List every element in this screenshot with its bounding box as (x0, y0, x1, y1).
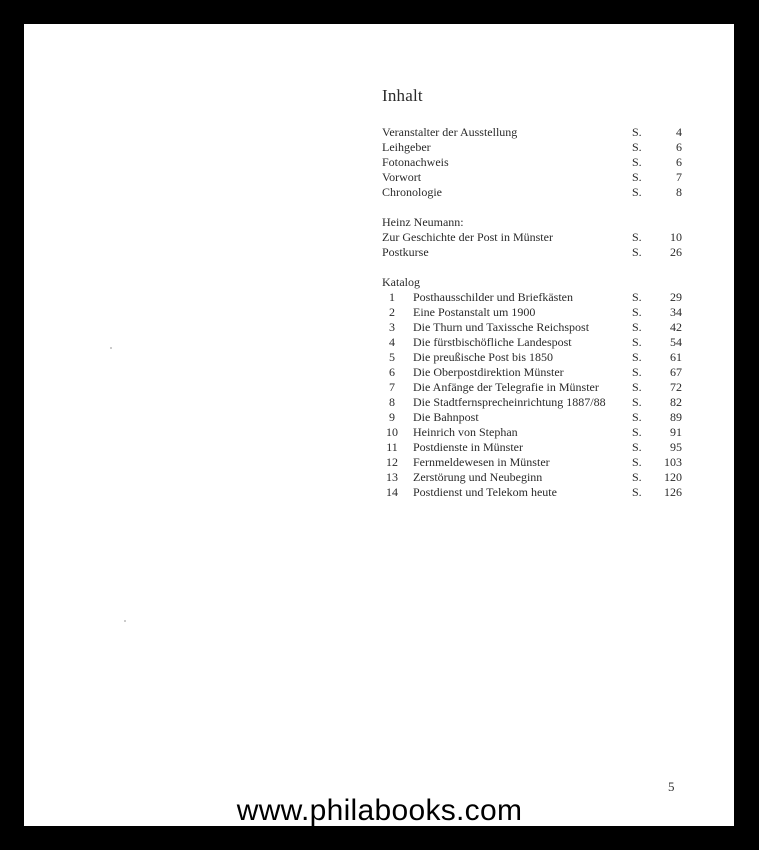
entry-number: 13 (386, 470, 398, 484)
page-prefix: S. (632, 155, 642, 169)
entry-number: 14 (386, 485, 398, 499)
page-prefix: S. (632, 140, 642, 154)
entry-number: 11 (386, 440, 398, 454)
entry-label: Die Stadtfernsprecheinrichtung 1887/88 (413, 395, 606, 409)
page-prefix: S. (632, 440, 642, 454)
entry-page: 7 (676, 170, 682, 184)
entry-page: 82 (670, 395, 682, 409)
entry-page: 103 (664, 455, 682, 469)
catalog-heading (382, 275, 682, 290)
toc-entry (382, 245, 682, 260)
entry-page: 126 (664, 485, 682, 499)
page-prefix: S. (632, 230, 642, 244)
catalog-entry (382, 395, 682, 410)
entry-label: Eine Postanstalt um 1900 (413, 305, 536, 319)
entry-page: 95 (670, 440, 682, 454)
essay-section (382, 215, 682, 260)
page-prefix: S. (632, 455, 642, 469)
entry-label: Die Bahnpost (413, 410, 479, 424)
front-matter-list (382, 125, 682, 200)
entry-number: 6 (389, 365, 395, 379)
entry-number: 4 (389, 335, 395, 349)
entry-label: Heinrich von Stephan (413, 425, 518, 439)
entry-page: 91 (670, 425, 682, 439)
catalog-entry (382, 440, 682, 455)
page-prefix: S. (632, 305, 642, 319)
entry-label: Chronologie (382, 185, 442, 199)
entry-page: 61 (670, 350, 682, 364)
entry-label: Postdienste in Münster (413, 440, 523, 454)
page-prefix: S. (632, 185, 642, 199)
catalog-entry (382, 350, 682, 365)
entry-number: 2 (389, 305, 395, 319)
page-prefix: S. (632, 170, 642, 184)
catalog-entry (382, 290, 682, 305)
entry-number: 5 (389, 350, 395, 364)
catalog-section (382, 275, 682, 500)
entry-page: 6 (676, 140, 682, 154)
entry-label: Zur Geschichte der Post in Münster (382, 230, 553, 244)
page-prefix: S. (632, 395, 642, 409)
entry-label: Fotonachweis (382, 155, 449, 169)
entry-label: Die Oberpostdirektion Münster (413, 365, 564, 379)
entry-page: 6 (676, 155, 682, 169)
catalog-entry (382, 320, 682, 335)
table-of-contents (382, 86, 682, 500)
page-prefix: S. (632, 380, 642, 394)
entry-label: Postdienst und Telekom heute (413, 485, 557, 499)
paper-speck (124, 620, 126, 622)
page-prefix: S. (632, 425, 642, 439)
entry-label: Die Thurn und Taxissche Reichspost (413, 320, 590, 334)
entry-page: 8 (676, 185, 682, 199)
entry-label: Die fürstbischöfliche Landespost (413, 335, 572, 349)
page-prefix: S. (632, 350, 642, 364)
page-prefix: S. (632, 365, 642, 379)
toc-entry (382, 185, 682, 200)
entry-label: Zerstörung und Neubeginn (413, 470, 543, 484)
page-prefix: S. (632, 470, 642, 484)
entry-number: 9 (389, 410, 395, 424)
toc-entry (382, 140, 682, 155)
toc-entry (382, 230, 682, 245)
entry-label: Fernmeldewesen in Münster (413, 455, 550, 469)
toc-entry (382, 155, 682, 170)
entry-number: 1 (389, 290, 395, 304)
essay-author (382, 215, 682, 230)
page-prefix: S. (632, 320, 642, 334)
entry-label: Leihgeber (382, 140, 431, 154)
entry-page: 67 (670, 365, 682, 379)
catalog-entry (382, 455, 682, 470)
entry-page: 34 (670, 305, 682, 319)
entry-page: 29 (670, 290, 682, 304)
catalog-entry (382, 380, 682, 395)
toc-entry (382, 170, 682, 185)
catalog-entry (382, 485, 682, 500)
paper-speck (110, 347, 112, 349)
entry-page: 10 (670, 230, 682, 244)
catalog-entry (382, 335, 682, 350)
entry-label: Veranstalter der Ausstellung (382, 125, 518, 139)
catalog-entry (382, 365, 682, 380)
book-page (24, 24, 734, 826)
catalog-entry (382, 410, 682, 425)
entry-page: 89 (670, 410, 682, 424)
page-prefix: S. (632, 335, 642, 349)
author-label: Heinz Neumann: (382, 215, 464, 229)
catalog-entry (382, 425, 682, 440)
entry-number: 3 (389, 320, 395, 334)
catalog-entry (382, 305, 682, 320)
page-prefix: S. (632, 290, 642, 304)
catalog-entry (382, 470, 682, 485)
entry-page: 42 (670, 320, 682, 334)
entry-number: 12 (386, 455, 398, 469)
entry-label: Vorwort (382, 170, 422, 184)
page-number: 5 (668, 779, 675, 794)
entry-page: 4 (676, 125, 682, 139)
entry-label: Postkurse (382, 245, 429, 259)
page-prefix: S. (632, 485, 642, 499)
catalog-list (382, 290, 682, 500)
entry-label: Die Anfänge der Telegrafie in Münster (413, 380, 599, 394)
entry-label: Die preußische Post bis 1850 (413, 350, 553, 364)
entry-page: 72 (670, 380, 682, 394)
entry-number: 7 (389, 380, 395, 394)
entry-page: 54 (670, 335, 682, 349)
toc-heading: Inhalt (382, 86, 423, 105)
entry-number: 8 (389, 395, 395, 409)
entry-number: 10 (386, 425, 398, 439)
watermark: www.philabooks.com (236, 794, 523, 827)
entry-label: Posthausschilder und Briefkästen (413, 290, 573, 304)
catalog-heading-label: Katalog (382, 275, 420, 289)
toc-entry (382, 125, 682, 140)
entry-page: 26 (670, 245, 682, 259)
entry-page: 120 (664, 470, 682, 484)
page-prefix: S. (632, 245, 642, 259)
page-prefix: S. (632, 125, 642, 139)
page-prefix: S. (632, 410, 642, 424)
